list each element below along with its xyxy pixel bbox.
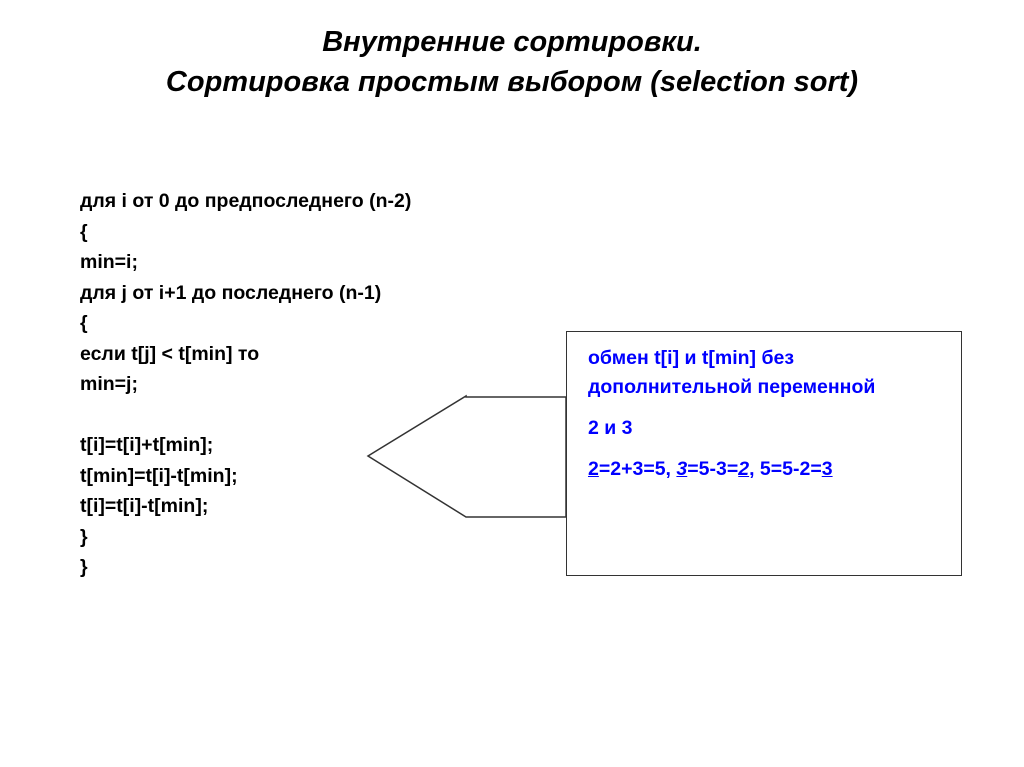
code-line: t[i]=t[i]-t[min]; [80, 495, 209, 517]
code-line: min=i; [80, 251, 138, 273]
code-line: для j от i+1 до последнего (n-1) [80, 281, 382, 304]
code-line: } [80, 525, 88, 548]
formula-value: 3 [676, 458, 688, 480]
code-line: для i от 0 до предпоследнего (n-2) [80, 190, 412, 212]
note-formula [588, 455, 948, 484]
formula-text: =2+3=5, [598, 458, 677, 480]
formula-value: 2 [738, 458, 750, 480]
note-example-pair: 2 и 3 [588, 417, 633, 439]
formula-value: 3 [821, 458, 833, 480]
code-line: } [80, 556, 88, 578]
code-line: min=j; [80, 373, 138, 395]
code-line: если t[j] < t[min] то [80, 342, 260, 365]
formula-text: =5-3= [687, 458, 739, 480]
title-line-2: Сортировка простым выбором (selection sort) [165, 66, 859, 98]
code-line: t[i]=t[i]+t[min]; [80, 434, 214, 456]
code-line: { [80, 220, 88, 243]
formula-text: , 5=5-2= [749, 458, 822, 480]
swap-note [588, 344, 948, 484]
code-line: t[min]=t[i]-t[min]; [80, 464, 238, 487]
title-line-1: Внутренние сортировки. [322, 26, 702, 58]
code-line: { [80, 312, 88, 334]
note-heading: обмен t[i] и t[min] без дополнительной переменной [588, 347, 876, 398]
formula-value: 2 [588, 458, 599, 480]
